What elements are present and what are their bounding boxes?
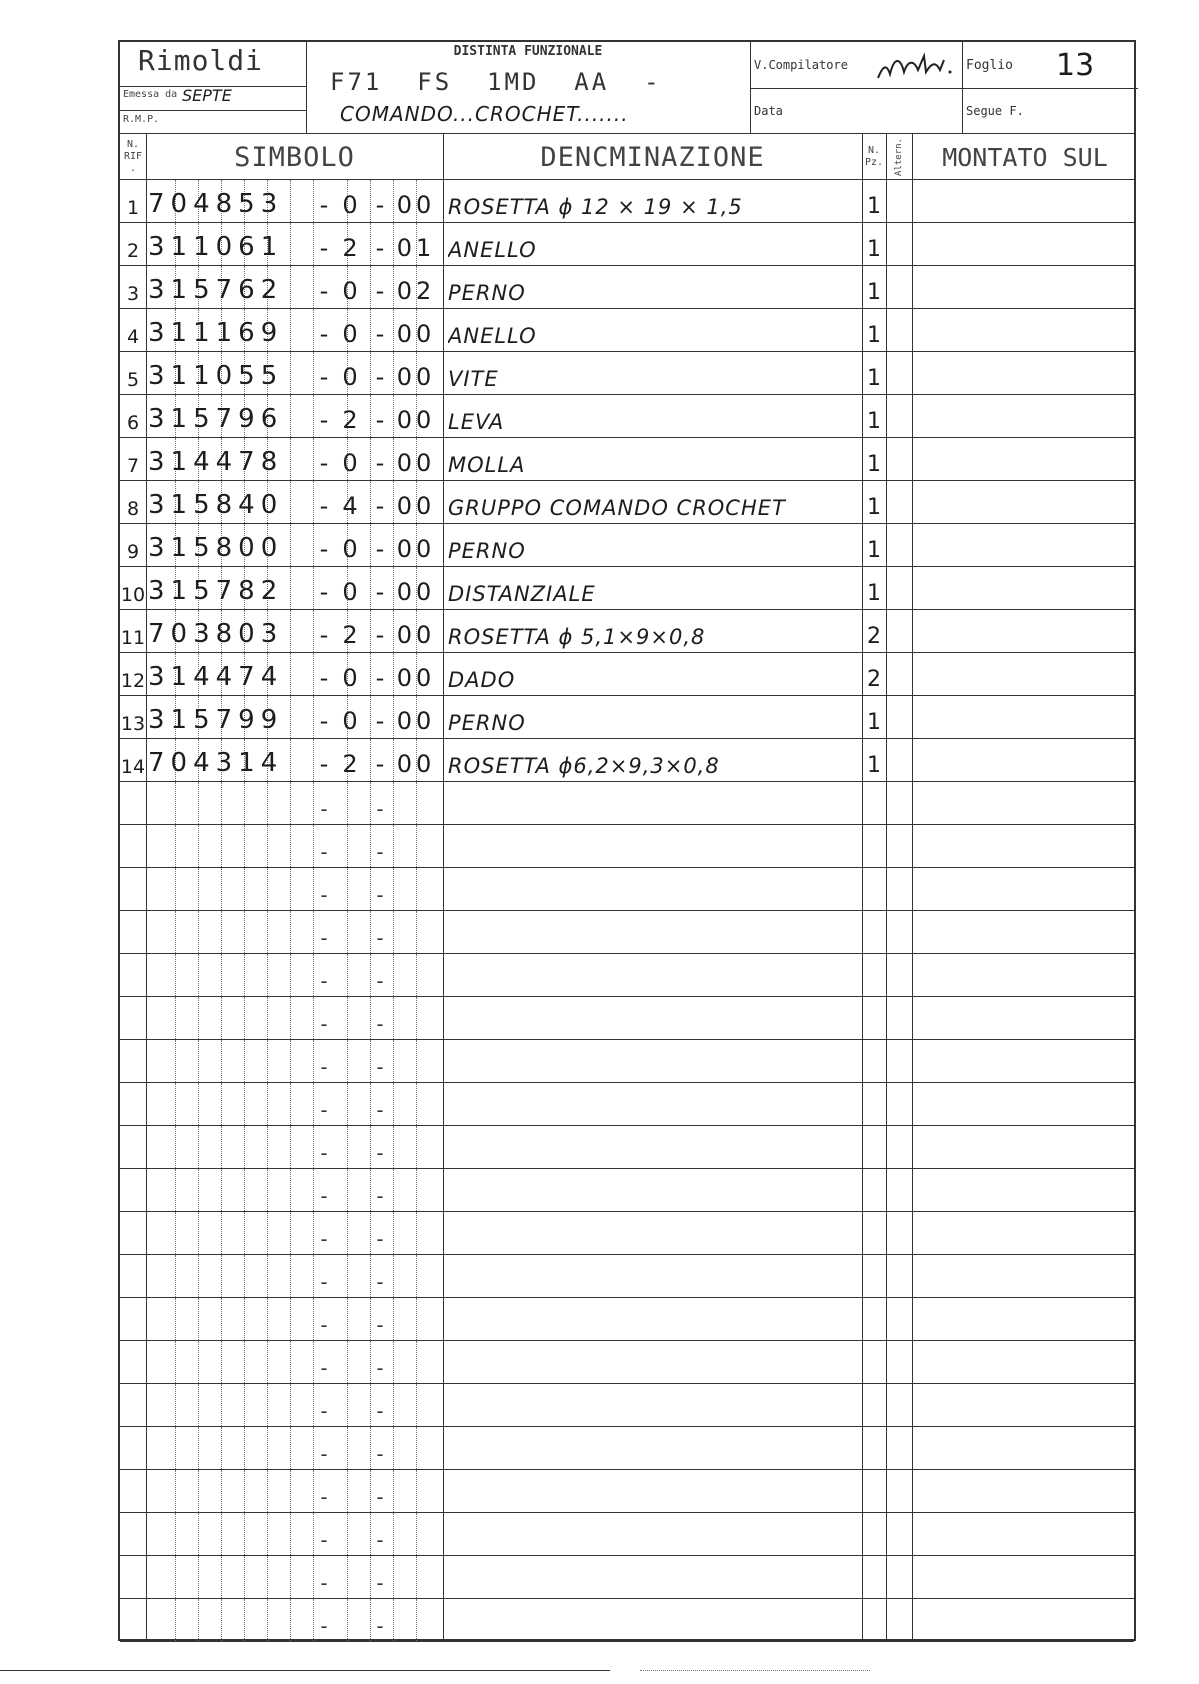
row-variant: 2 [342,750,358,778]
row-dash: - [373,926,387,950]
row-revision: 00 [396,449,436,477]
table-row [120,739,1134,782]
segue-label: Segue F. [966,104,1024,118]
row-dash: - [375,234,385,262]
table-row [120,954,1134,997]
col-pz-label: N. Pz. [864,145,884,168]
rmp-label: R.M.P. [123,114,160,125]
table-row [120,1298,1134,1341]
row-variant: 2 [342,621,358,649]
col-montato: MONTATO SUL [942,142,1108,172]
row-dash: - [317,1055,331,1079]
table-row [120,438,1134,481]
row-denominazione: ROSETTA ϕ 12 × 19 × 1,5 [448,195,743,219]
row-dash: - [375,535,385,563]
foglio-box [962,42,1138,134]
row-dash: - [373,969,387,993]
row-pz: 1 [867,280,881,305]
row-revision: 00 [396,621,436,649]
col-simbolo: SIMBOLO [234,141,355,173]
row-dash: - [317,1098,331,1122]
row-denominazione: ANELLO [448,238,537,262]
row-rif: 11 [120,627,146,649]
row-pz: 1 [867,538,881,563]
row-rif: 10 [120,584,146,606]
row-pz: 1 [867,194,881,219]
row-code: 314474 [148,662,284,692]
row-pz: 1 [867,581,881,606]
row-rif: 14 [120,756,146,778]
row-dash: - [319,535,329,563]
row-rif: 7 [126,455,140,477]
row-rif: 5 [126,369,140,391]
row-dash: - [375,191,385,219]
row-revision: 00 [396,320,436,348]
row-dash: - [373,840,387,864]
row-dash: - [319,363,329,391]
company-box [120,42,306,134]
row-dash: - [317,1012,331,1036]
row-denominazione: DADO [448,668,516,692]
col-rif [120,134,146,180]
description: COMANDO...CROCHET....... [340,102,629,126]
row-dash: - [319,578,329,606]
row-dash: - [317,1270,331,1294]
row-variant: 2 [342,234,358,262]
row-dash: - [373,797,387,821]
row-dash: - [373,883,387,907]
column-headers [120,134,1134,180]
row-denominazione: ANELLO [448,324,537,348]
table-row [120,1341,1134,1384]
compilatore-box [750,42,962,134]
row-dash: - [317,1571,331,1595]
row-pz: 2 [867,667,881,692]
col-altern [886,134,912,180]
col-denominazione: DENCMINAZIONE [540,141,765,173]
table-row [120,997,1134,1040]
table-row [120,1427,1134,1470]
row-revision: 00 [396,664,436,692]
row-rif: 3 [126,283,140,305]
row-variant: 0 [342,578,358,606]
table-row [120,653,1134,696]
emessa-label: Emessa da [123,89,178,100]
row-denominazione: GRUPPO COMANDO CROCHET [448,496,786,520]
row-dash: - [319,277,329,305]
row-variant: 0 [342,320,358,348]
row-code: 704853 [148,189,284,219]
row-rif: 8 [126,498,140,520]
row-dash: - [373,1528,387,1552]
row-code: 315799 [148,705,284,735]
row-revision: 00 [396,492,436,520]
row-variant: 2 [342,406,358,434]
table-row [120,524,1134,567]
row-dash: - [317,1227,331,1251]
row-rif: 13 [120,713,146,735]
row-dash: - [317,1442,331,1466]
row-dash: - [375,320,385,348]
row-pz: 1 [867,495,881,520]
row-variant: 0 [342,191,358,219]
table-row [120,1513,1134,1556]
title-box [306,42,750,134]
row-pz: 1 [867,452,881,477]
row-dash: - [319,664,329,692]
row-dash: - [373,1614,387,1638]
row-dash: - [319,191,329,219]
row-dash: - [375,664,385,692]
row-code: 315800 [148,533,284,563]
row-revision: 01 [396,234,436,262]
table-row [120,1470,1134,1513]
row-denominazione: MOLLA [448,453,526,477]
table-row [120,481,1134,524]
footer-rule [0,1670,610,1671]
row-dash: - [375,492,385,520]
footer-rule-dotted [640,1670,870,1671]
emessa-value: SEPTE [182,86,232,105]
row-dash: - [317,969,331,993]
row-dash: - [319,750,329,778]
row-dash: - [375,363,385,391]
row-revision: 00 [396,707,436,735]
row-dash: - [317,1313,331,1337]
row-revision: 00 [396,578,436,606]
row-dash: - [373,1270,387,1294]
row-rif: 1 [126,197,140,219]
table-row [120,1083,1134,1126]
row-denominazione: PERNO [448,711,526,735]
row-dash: - [319,621,329,649]
row-code: 311055 [148,361,284,391]
table-row [120,309,1134,352]
row-code: 704314 [148,748,284,778]
row-rif: 9 [126,541,140,563]
row-dash: - [373,1184,387,1208]
row-denominazione: PERNO [448,539,526,563]
row-dash: - [373,1485,387,1509]
table-row [120,911,1134,954]
row-variant: 0 [342,449,358,477]
table-row [120,825,1134,868]
signature-icon [874,48,954,84]
row-dash: - [373,1313,387,1337]
row-dash: - [317,1528,331,1552]
table-row [120,1040,1134,1083]
table-row [120,1556,1134,1599]
row-code: 315840 [148,490,284,520]
row-variant: 0 [342,664,358,692]
row-dash: - [317,797,331,821]
table-row [120,567,1134,610]
row-denominazione: DISTANZIALE [448,582,596,606]
row-revision: 00 [396,535,436,563]
row-variant: 0 [342,535,358,563]
foglio-label: Foglio [966,58,1013,73]
row-dash: - [375,578,385,606]
row-dash: - [317,926,331,950]
row-denominazione: VITE [448,367,499,391]
row-dash: - [375,277,385,305]
table-row [120,1169,1134,1212]
table-row [120,223,1134,266]
table-row [120,1384,1134,1427]
row-dash: - [319,406,329,434]
table-row [120,395,1134,438]
row-dash: - [373,1442,387,1466]
table-row [120,352,1134,395]
row-code: 315762 [148,275,284,305]
row-revision: 00 [396,406,436,434]
company-name: Rimoldi [138,44,264,77]
row-variant: 0 [342,363,358,391]
table-row [120,696,1134,739]
row-rif: 6 [126,412,140,434]
row-revision: 00 [396,191,436,219]
row-dash: - [373,1012,387,1036]
row-dash: - [375,406,385,434]
row-denominazione: ROSETTA ϕ6,2×9,3×0,8 [448,754,720,778]
row-dash: - [317,1485,331,1509]
row-code: 703803 [148,619,284,649]
row-dash: - [317,1614,331,1638]
doc-type: DISTINTA FUNZIONALE [453,44,603,59]
row-revision: 00 [396,363,436,391]
row-variant: 0 [342,277,358,305]
row-dash: - [373,1141,387,1165]
row-dash: - [373,1227,387,1251]
row-pz: 1 [867,753,881,778]
row-rif: 12 [120,670,146,692]
row-dash: - [373,1098,387,1122]
row-code: 311061 [148,232,284,262]
data-label: Data [754,104,783,118]
table-row [120,868,1134,911]
table-row [120,1212,1134,1255]
model-code: F71 FS 1MD AA - [330,68,662,96]
table-row [120,1599,1134,1642]
row-code: 311169 [148,318,284,348]
row-rif: 2 [126,240,140,262]
row-pz: 1 [867,237,881,262]
col-rif-label: N. RIF. [123,139,143,174]
row-pz: 1 [867,323,881,348]
row-code: 314478 [148,447,284,477]
row-dash: - [317,1399,331,1423]
row-dash: - [319,234,329,262]
header-block [120,42,1134,134]
row-dash: - [317,1141,331,1165]
row-denominazione: PERNO [448,281,526,305]
row-pz: 2 [867,624,881,649]
row-dash: - [375,621,385,649]
compilatore-label: V.Compilatore [754,58,848,72]
row-code: 315796 [148,404,284,434]
row-pz: 1 [867,710,881,735]
row-dash: - [375,707,385,735]
row-dash: - [375,750,385,778]
row-pz: 1 [867,366,881,391]
row-dash: - [317,1356,331,1380]
table-row [120,266,1134,309]
row-pz: 1 [867,409,881,434]
col-altern-label: Altern. [894,138,904,176]
distinta-sheet [118,40,1136,1641]
row-dash: - [373,1356,387,1380]
table-row [120,610,1134,653]
foglio-value: 13 [1056,48,1095,83]
row-variant: 0 [342,707,358,735]
row-dash: - [319,320,329,348]
row-code: 315782 [148,576,284,606]
row-dash: - [319,492,329,520]
row-dash: - [373,1399,387,1423]
col-pz [862,134,886,180]
table-row [120,1255,1134,1298]
row-dash: - [375,449,385,477]
row-rif: 4 [126,326,140,348]
row-dash: - [319,707,329,735]
row-dash: - [317,883,331,907]
row-dash: - [317,1184,331,1208]
row-dash: - [373,1571,387,1595]
table-row [120,1126,1134,1169]
row-denominazione: LEVA [448,410,505,434]
table-row [120,180,1134,223]
row-revision: 02 [396,277,436,305]
row-variant: 4 [342,492,358,520]
table-row [120,782,1134,825]
row-dash: - [319,449,329,477]
row-denominazione: ROSETTA ϕ 5,1×9×0,8 [448,625,706,649]
row-revision: 00 [396,750,436,778]
row-dash: - [317,840,331,864]
row-dash: - [373,1055,387,1079]
